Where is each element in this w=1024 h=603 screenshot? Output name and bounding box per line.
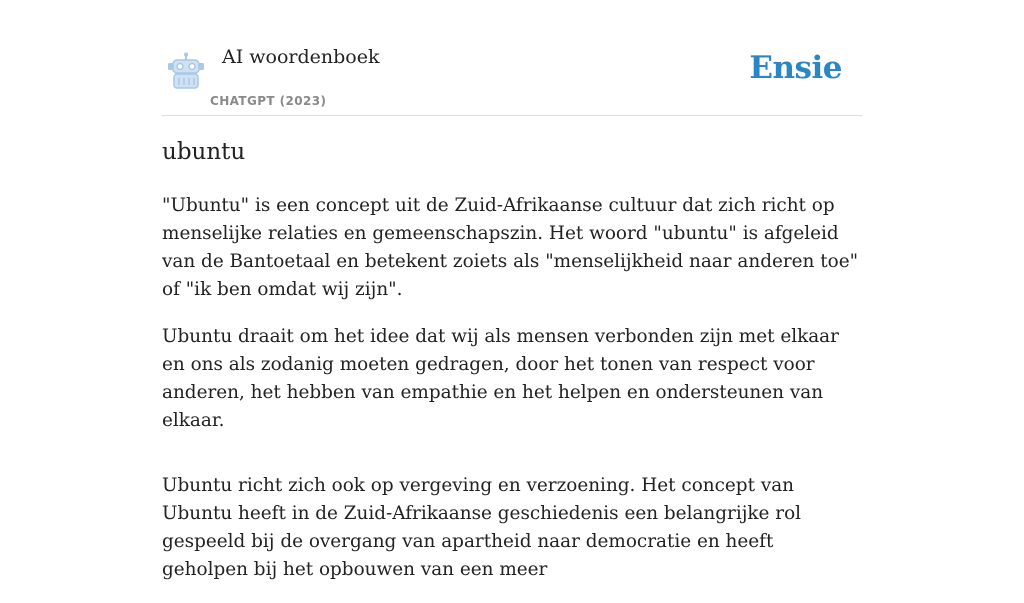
source-meta: CHATGPT (2023) <box>210 94 327 108</box>
definition-paragraph: Ubuntu richt zich ook op vergeving en verzoening. Het concept van Ubuntu heeft in de Zuid-Afrikaanse geschiedenis een belangrijke rol gespeeld bij de overgang van apartheid naar democratie en heeft geholpen bij het opbouwen van een meer <box>162 475 802 580</box>
entry-definition <box>162 192 862 603</box>
source-title[interactable]: AI woordenboek <box>222 46 380 68</box>
definition-paragraph: Ubuntu draait om het idee dat wij als mensen verbonden zijn met elkaar en ons als zodanig moeten gedragen, door het tonen van respect voor anderen, het hebben van empathie en het helpen en ondersteunen van elkaar. <box>162 326 839 431</box>
source-header <box>162 0 862 116</box>
brand-logo[interactable]: Ensie <box>749 50 842 86</box>
definition-paragraph: "Ubuntu" is een concept uit de Zuid-Afrikaanse cultuur dat zich richt op menselijke relaties en gemeenschapszin. Het woord "ubuntu" is afgeleid van de Bantoetaal en betekent zoiets als "menselijkheid naar anderen toe" of "ik ben omdat wij zijn". <box>162 195 859 300</box>
page <box>162 0 862 580</box>
entry-term: ubuntu <box>162 139 246 165</box>
robot-icon <box>166 52 206 90</box>
